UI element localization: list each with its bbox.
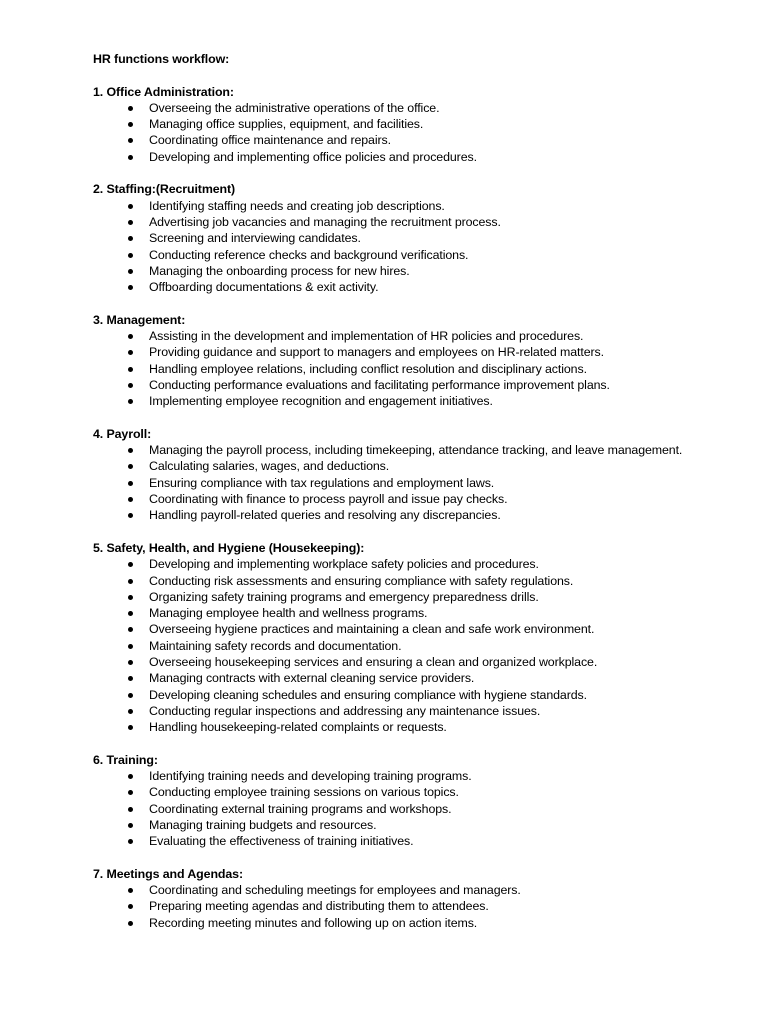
bullet-icon (128, 269, 133, 274)
section (93, 540, 753, 736)
list-item-text: Overseeing the administrative operations of the office. (149, 100, 440, 115)
bullet-icon (128, 807, 133, 812)
list-item (93, 719, 753, 735)
bullet-icon (128, 644, 133, 649)
list-item-text: Conducting risk assessments and ensuring compliance with safety regulations. (149, 573, 574, 588)
list-item-text: Handling employee relations, including conflict resolution and disciplinary actions. (149, 361, 587, 376)
sections-container (93, 84, 753, 931)
section (93, 84, 753, 165)
bullet-list (93, 556, 753, 735)
list-item-text: Implementing employee recognition and engagement initiatives. (149, 394, 493, 409)
bullet-list (93, 442, 753, 523)
list-item (93, 833, 753, 849)
list-item-text: Identifying staffing needs and creating job descriptions. (149, 198, 445, 213)
section (93, 752, 753, 850)
section-heading: 3. Management: (93, 312, 186, 327)
list-item (93, 654, 753, 670)
list-item-text: Conducting employee training sessions on various topics. (149, 785, 459, 800)
list-item-text: Identifying training needs and developing training programs. (149, 769, 472, 784)
list-item-text: Coordinating office maintenance and repairs. (149, 133, 391, 148)
list-item-text: Providing guidance and support to managers and employees on HR-related matters. (149, 345, 604, 360)
list-item (93, 703, 753, 719)
document-title: HR functions workflow: (93, 52, 230, 66)
list-item (93, 491, 753, 507)
list-item-text: Handling housekeeping-related complaints or requests. (149, 720, 447, 735)
list-item (93, 768, 753, 784)
list-item (93, 589, 753, 605)
bullet-icon (128, 790, 133, 795)
bullet-icon (128, 709, 133, 714)
list-item-text: Offboarding documentations & exit activity. (149, 280, 379, 295)
bullet-icon (128, 676, 133, 681)
bullet-icon (128, 774, 133, 779)
bullet-icon (128, 383, 133, 388)
bullet-icon (128, 253, 133, 258)
list-item (93, 898, 753, 914)
bullet-icon (128, 464, 133, 469)
section-heading: 1. Office Administration: (93, 84, 234, 99)
list-item (93, 377, 753, 393)
bullet-icon (128, 839, 133, 844)
section-heading: 5. Safety, Health, and Hygiene (Housekeeping): (93, 540, 365, 555)
list-item-text: Organizing safety training programs and emergency preparedness drills. (149, 589, 539, 604)
bullet-list (93, 882, 753, 931)
list-item (93, 442, 753, 458)
list-item-text: Managing training budgets and resources. (149, 817, 377, 832)
section-heading: 4. Payroll: (93, 426, 152, 441)
list-item-text: Preparing meeting agendas and distributing them to attendees. (149, 899, 489, 914)
bullet-list (93, 100, 753, 165)
list-item (93, 475, 753, 491)
bullet-icon (128, 888, 133, 893)
list-item (93, 328, 753, 344)
list-item (93, 556, 753, 572)
bullet-icon (128, 904, 133, 909)
bullet-icon (128, 155, 133, 160)
list-item-text: Managing the onboarding process for new hires. (149, 263, 410, 278)
bullet-list (93, 328, 753, 409)
bullet-icon (128, 627, 133, 632)
list-item-text: Ensuring compliance with tax regulations and employment laws. (149, 475, 495, 490)
list-item (93, 784, 753, 800)
bullet-icon (128, 399, 133, 404)
list-item-text: Coordinating and scheduling meetings for employees and managers. (149, 883, 521, 898)
bullet-icon (128, 921, 133, 926)
list-item (93, 198, 753, 214)
section-heading: 7. Meetings and Agendas: (93, 866, 243, 881)
list-item-text: Evaluating the effectiveness of training initiatives. (149, 834, 414, 849)
bullet-icon (128, 122, 133, 127)
list-item-text: Managing office supplies, equipment, and facilities. (149, 117, 424, 132)
list-item-text: Overseeing housekeeping services and ensuring a clean and organized workplace. (149, 654, 598, 669)
list-item (93, 687, 753, 703)
bullet-icon (128, 823, 133, 828)
bullet-icon (128, 513, 133, 518)
section-heading: 6. Training: (93, 752, 158, 767)
bullet-icon (128, 220, 133, 225)
bullet-icon (128, 334, 133, 339)
list-item-text: Maintaining safety records and documentation. (149, 638, 402, 653)
list-item-text: Developing and implementing office policies and procedures. (149, 149, 477, 164)
list-item (93, 344, 753, 360)
list-item (93, 458, 753, 474)
bullet-icon (128, 481, 133, 486)
list-item (93, 132, 753, 148)
list-item (93, 817, 753, 833)
bullet-icon (128, 693, 133, 698)
list-item (93, 361, 753, 377)
list-item (93, 670, 753, 686)
bullet-icon (128, 562, 133, 567)
document-page (93, 51, 753, 947)
list-item (93, 882, 753, 898)
list-item (93, 507, 753, 523)
list-item-text: Coordinating external training programs and workshops. (149, 801, 452, 816)
bullet-icon (128, 497, 133, 502)
section-heading: 2. Staffing:(Recruitment) (93, 182, 236, 197)
list-item (93, 573, 753, 589)
list-item (93, 247, 753, 263)
section (93, 181, 753, 295)
list-item (93, 801, 753, 817)
list-item (93, 263, 753, 279)
list-item-text: Managing employee health and wellness programs. (149, 606, 428, 621)
list-item (93, 149, 753, 165)
bullet-list (93, 768, 753, 849)
bullet-icon (128, 285, 133, 290)
list-item (93, 915, 753, 931)
bullet-icon (128, 204, 133, 209)
list-item-text: Advertising job vacancies and managing the recruitment process. (149, 214, 501, 229)
list-item-text: Developing cleaning schedules and ensuring compliance with hygiene standards. (149, 687, 587, 702)
bullet-icon (128, 660, 133, 665)
bullet-icon (128, 579, 133, 584)
bullet-icon (128, 725, 133, 730)
list-item (93, 393, 753, 409)
list-item-text: Conducting regular inspections and addressing any maintenance issues. (149, 703, 541, 718)
list-item-text: Developing and implementing workplace safety policies and procedures. (149, 557, 539, 572)
list-item (93, 638, 753, 654)
list-item-text: Coordinating with finance to process payroll and issue pay checks. (149, 492, 508, 507)
list-item-text: Screening and interviewing candidates. (149, 231, 361, 246)
list-item-text: Conducting reference checks and background verifications. (149, 247, 469, 262)
bullet-icon (128, 595, 133, 600)
list-item (93, 621, 753, 637)
list-item (93, 116, 753, 132)
bullet-icon (128, 106, 133, 111)
list-item-text: Managing contracts with external cleaning service providers. (149, 671, 475, 686)
list-item-text: Overseeing hygiene practices and maintaining a clean and safe work environment. (149, 622, 595, 637)
bullet-list (93, 198, 753, 296)
section (93, 312, 753, 410)
list-item-text: Calculating salaries, wages, and deductions. (149, 459, 390, 474)
list-item (93, 214, 753, 230)
list-item (93, 605, 753, 621)
list-item (93, 230, 753, 246)
list-item (93, 100, 753, 116)
bullet-icon (128, 367, 133, 372)
section (93, 866, 753, 931)
section (93, 426, 753, 524)
bullet-icon (128, 350, 133, 355)
list-item-text: Recording meeting minutes and following up on action items. (149, 915, 478, 930)
bullet-icon (128, 611, 133, 616)
list-item-text: Conducting performance evaluations and facilitating performance improvement plans. (149, 377, 610, 392)
list-item-text: Managing the payroll process, including timekeeping, attendance tracking, and leave management. (149, 443, 683, 458)
bullet-icon (128, 236, 133, 241)
bullet-icon (128, 138, 133, 143)
bullet-icon (128, 448, 133, 453)
list-item (93, 279, 753, 295)
list-item-text: Assisting in the development and implementation of HR policies and procedures. (149, 329, 584, 344)
list-item-text: Handling payroll-related queries and resolving any discrepancies. (149, 508, 501, 523)
